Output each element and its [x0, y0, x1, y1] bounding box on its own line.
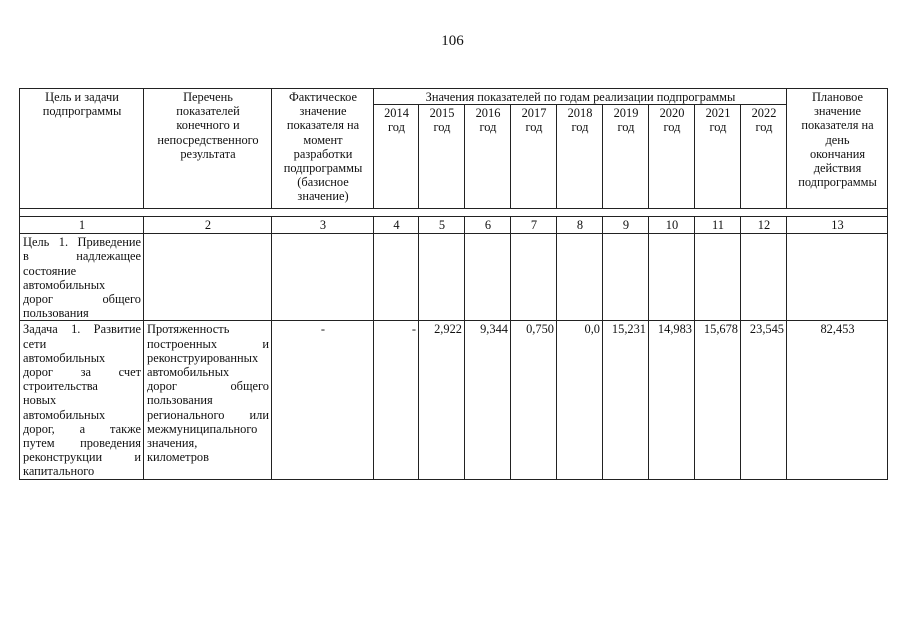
- header-planned-value: [787, 89, 888, 209]
- column-number: 1: [20, 217, 144, 234]
- column-number: 5: [419, 217, 465, 234]
- indicators-table: [19, 88, 888, 480]
- empty-cell: [511, 234, 557, 321]
- header-planned-line: день: [825, 132, 850, 147]
- task-line: строительства: [23, 379, 98, 394]
- year-label: 2021: [705, 106, 731, 121]
- indicator-line: пользования: [147, 393, 213, 408]
- value-2020: 14,983: [649, 321, 695, 479]
- year-unit: год: [663, 120, 681, 135]
- year-label: 2022: [751, 106, 777, 121]
- goal-line: состояние: [23, 263, 77, 278]
- empty-cell: [649, 234, 695, 321]
- column-number: 3: [272, 217, 374, 234]
- value-2018: 0,0: [557, 321, 603, 479]
- year-unit: год: [388, 120, 405, 135]
- task-line: сети: [23, 336, 47, 351]
- header-year-2014: [374, 105, 419, 209]
- header-goal-line: Цель и задачи: [45, 90, 119, 104]
- column-number: 8: [557, 217, 603, 234]
- empty-cell: [144, 234, 272, 321]
- value-2021: 15,678: [695, 321, 741, 479]
- value-2019: 15,231: [603, 321, 649, 479]
- empty-cell: [419, 234, 465, 321]
- header-year-2019: [603, 105, 649, 209]
- header-list-line: результата: [180, 146, 236, 161]
- task-line: автомобильных: [23, 407, 106, 422]
- header-years-group: Значения показателей по годам реализации подпрограммы: [374, 89, 787, 105]
- indicator-line: автомобильных: [147, 365, 230, 380]
- indicator-line: межмуниципального: [147, 421, 258, 436]
- empty-cell: [465, 234, 511, 321]
- indicator-line: реконструированных: [147, 350, 259, 365]
- year-unit: год: [755, 120, 773, 135]
- header-year-2016: [465, 105, 511, 209]
- column-number: 13: [787, 217, 888, 234]
- year-unit: год: [617, 120, 635, 135]
- header-year-2022: [741, 105, 787, 209]
- column-number: 7: [511, 217, 557, 234]
- header-year-2021: [695, 105, 741, 209]
- header-planned-line: Плановое: [811, 90, 864, 104]
- year-unit: год: [479, 120, 497, 135]
- header-planned-line: действия: [813, 161, 862, 176]
- header-actual-line: значение): [297, 189, 349, 204]
- goal-cell: [20, 234, 144, 321]
- empty-cell: [695, 234, 741, 321]
- task-line: Задача 1. Развитие: [23, 322, 141, 337]
- column-number: 9: [603, 217, 649, 234]
- year-label: 2018: [567, 106, 593, 121]
- header-indicator-list: [144, 89, 272, 209]
- year-label: 2016: [475, 106, 501, 121]
- empty-cell: [374, 234, 419, 321]
- header-year-2017: [511, 105, 557, 209]
- header-year-2015: [419, 105, 465, 209]
- header-planned-line: окончания: [809, 146, 866, 161]
- task-line: капитального: [23, 464, 95, 479]
- empty-cell: [787, 234, 888, 321]
- year-label: 2017: [521, 106, 547, 121]
- header-goal: [20, 89, 144, 209]
- column-numbers-row: [20, 217, 888, 234]
- column-number: 6: [465, 217, 511, 234]
- value-2017: 0,750: [511, 321, 557, 479]
- header-list-line: показателей: [176, 104, 240, 119]
- task-line: автомобильных: [23, 350, 106, 365]
- header-planned-line: значение: [813, 104, 862, 119]
- task-line: реконструкции и: [23, 450, 141, 465]
- gap-cell: [20, 209, 888, 217]
- column-number: 2: [144, 217, 272, 234]
- indicator-line: километров: [147, 450, 209, 465]
- column-number: 11: [695, 217, 741, 234]
- value-2016: 9,344: [465, 321, 511, 479]
- header-row-top: [20, 89, 888, 105]
- header-actual-value: [272, 89, 374, 209]
- actual-value-cell: -: [272, 321, 374, 479]
- column-number: 12: [741, 217, 787, 234]
- year-label: 2020: [659, 106, 685, 121]
- task-line: дорог, а также: [23, 421, 141, 436]
- header-planned-line: показателя на: [801, 118, 874, 133]
- header-actual-line: подпрограммы: [283, 161, 363, 176]
- empty-cell: [741, 234, 787, 321]
- goal-line: автомобильных: [23, 277, 106, 292]
- page-number: 106: [441, 33, 464, 49]
- year-unit: год: [709, 120, 727, 135]
- year-unit: год: [433, 120, 451, 135]
- value-2015: 2,922: [419, 321, 465, 479]
- indicator-line: дорог общего: [147, 379, 269, 394]
- header-actual-line: разработки: [293, 146, 353, 161]
- header-actual-line: показателя на: [286, 118, 360, 133]
- goal-line: Цель 1. Приведение: [23, 235, 141, 250]
- header-planned-line: подпрограммы: [798, 175, 877, 190]
- indicator-cell: [144, 321, 272, 479]
- year-label: 2019: [613, 106, 639, 121]
- indicator-line: значения,: [147, 436, 198, 451]
- task-row: [20, 321, 888, 479]
- goal-line: дорог общего: [23, 292, 141, 307]
- task-line: путем проведения: [23, 436, 141, 451]
- empty-cell: [557, 234, 603, 321]
- planned-value-cell: 82,453: [787, 321, 888, 479]
- value-2022: 23,545: [741, 321, 787, 479]
- task-cell: [20, 321, 144, 479]
- goal-line: пользования: [23, 306, 89, 321]
- goal-line: в надлежащее: [23, 249, 141, 264]
- column-number: 4: [374, 217, 419, 234]
- header-list-line: конечного и: [176, 118, 240, 133]
- header-year-2018: [557, 105, 603, 209]
- task-line: новых: [23, 393, 57, 408]
- empty-cell: [272, 234, 374, 321]
- header-goal-line: подпрограммы: [42, 104, 122, 119]
- empty-cell: [603, 234, 649, 321]
- indicator-line: регионального или: [147, 407, 269, 422]
- year-label: 2014: [384, 106, 409, 121]
- header-actual-line: значение: [299, 104, 347, 119]
- task-line: дорог за счет: [23, 365, 141, 380]
- indicator-line: Протяженность: [147, 322, 230, 337]
- header-year-2020: [649, 105, 695, 209]
- value-2014: -: [374, 321, 419, 479]
- header-actual-line: (базисное: [297, 175, 349, 190]
- year-unit: год: [571, 120, 589, 135]
- header-actual-line: момент: [303, 132, 343, 147]
- year-unit: год: [525, 120, 543, 135]
- header-actual-line: Фактическое: [289, 90, 357, 104]
- goal-row: [20, 234, 888, 321]
- header-gap: [20, 209, 888, 217]
- header-list-line: непосредственного: [157, 132, 259, 147]
- indicator-line: построенных и: [147, 336, 269, 351]
- column-number: 10: [649, 217, 695, 234]
- header-list-line: Перечень: [183, 90, 233, 104]
- year-label: 2015: [429, 106, 455, 121]
